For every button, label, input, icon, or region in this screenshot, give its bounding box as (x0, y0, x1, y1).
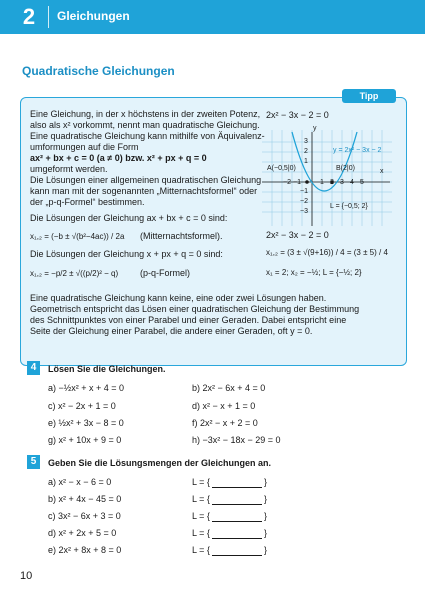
formula-2-name: (p-q-Formel) (140, 268, 191, 278)
tip-closing-line: Geometrisch entspricht das Lösen einer quadratischen Gleichung der Bestimmung (30, 304, 360, 314)
example-equation: 2x² − 3x − 2 = 0 (266, 230, 329, 240)
answer-suffix: } (264, 545, 268, 555)
tip-intro-line: kann man mit der sogenannten „Mitternachtsformel“ oder (30, 186, 258, 196)
exercise-4-item: h) −3x² − 18x − 29 = 0 (192, 435, 281, 445)
answer-suffix: } (264, 477, 268, 487)
exercise-4-item: d) x² − x + 1 = 0 (192, 401, 256, 411)
answer-prefix: L = { (192, 494, 210, 504)
graph-x-tick: 3 (340, 179, 344, 186)
graph-y-axis-label: y (313, 125, 317, 132)
section-title: Quadratische Gleichungen (22, 64, 175, 78)
exercise-5-item: b) x² + 4x − 45 = 0 (48, 494, 122, 504)
chapter-header (0, 0, 425, 34)
graph-y-tick: 1 (304, 158, 308, 165)
tip-intro-line: Eine Gleichung, in der x höchstens in der zweiten Potenz, (30, 109, 261, 119)
graph-y-tick: −3 (300, 208, 308, 215)
answer-suffix: } (264, 511, 268, 521)
answer-field[interactable] (212, 510, 262, 522)
exercise-4-item: g) x² + 10x + 9 = 0 (48, 435, 122, 445)
tip-intro-line: der „p-q-Formel“ bestimmen. (30, 197, 145, 207)
exercise-5-number: 5 (27, 455, 40, 469)
graph-y-tick: −1 (300, 188, 308, 195)
answer-prefix: L = { (192, 545, 210, 555)
graph-y-tick: 3 (304, 138, 308, 145)
exercise-5-title: Geben Sie die Lösungsmengen der Gleichungen an. (48, 458, 272, 468)
answer-field[interactable] (212, 476, 262, 488)
header-divider (48, 6, 49, 28)
graph-curve-label: y = 2x² − 3x − 2 (333, 147, 382, 154)
graph-solution-label: L = {−0,5; 2} (330, 203, 368, 210)
chapter-title: Gleichungen (57, 9, 130, 23)
formula-2: x₁,₂ = −p/2 ± √((p/2)² − q) (30, 269, 119, 278)
tip-intro-line: also als x² vorkommt, nennt man quadratische Gleichung. (30, 120, 260, 130)
graph-y-tick: 2 (304, 148, 308, 155)
tip-intro-line: Die Lösungen einer allgemeinen quadratischen Gleichung (30, 175, 262, 185)
exercise-4-item: b) 2x² − 6x + 4 = 0 (192, 383, 266, 393)
solutions-line-1: Die Lösungen der Gleichung ax + bx + c = 0 sind: (30, 213, 228, 223)
graph-x-tick: 1 (320, 179, 324, 186)
exercise-5-item: e) 2x² + 8x + 8 = 0 (48, 545, 122, 555)
tip-closing-line: Seite der Gleichung einer Parabel, die andere einer Geraden, oft y = 0. (30, 326, 313, 336)
tip-intro-line: umgeformt werden. (30, 164, 108, 174)
graph-x-tick: 5 (360, 179, 364, 186)
graph-title: 2x² − 3x − 2 = 0 (266, 110, 329, 120)
graph-point-a: A(−0,5|0) (267, 165, 296, 172)
graph-x-tick: −2 (283, 179, 291, 186)
example-result: x₁ = 2; x₂ = −½; L = {−½; 2} (266, 268, 362, 277)
exercise-4-item: f) 2x² − x + 2 = 0 (192, 418, 258, 428)
graph-x-axis-label: x (380, 168, 384, 175)
exercise-4-item: e) ½x² + 3x − 8 = 0 (48, 418, 124, 428)
answer-field[interactable] (212, 544, 262, 556)
answer-field[interactable] (212, 493, 262, 505)
page-number: 10 (20, 570, 33, 582)
exercise-4-title: Lösen Sie die Gleichungen. (48, 364, 166, 374)
exercise-4-item: c) x² − 2x + 1 = 0 (48, 401, 116, 411)
tip-intro-line: umformungen auf die Form (30, 142, 139, 152)
tip-label: Tipp (342, 89, 396, 103)
solutions-line-2: Die Lösungen der Gleichung x + px + q = 0 sind: (30, 249, 223, 259)
exercise-4-item: a) −½x² + x + 4 = 0 (48, 383, 125, 393)
answer-prefix: L = { (192, 511, 210, 521)
exercise-5-item: a) x² − x − 6 = 0 (48, 477, 112, 487)
example-formula: x₁,₂ = (3 ± √(9+16)) / 4 = (3 ± 5) / 4 (266, 248, 388, 257)
tip-intro-line: Eine quadratische Gleichung kann mithilfe von Äquivalenz- (30, 131, 265, 141)
graph-x-tick: 2 (330, 179, 334, 186)
exercise-4-number: 4 (27, 361, 40, 375)
tip-general-form: ax² + bx + c = 0 (a ≠ 0) bzw. x² + px + q = 0 (30, 153, 207, 163)
tip-closing-line: des Schnittpunktes von einer Parabel und einer Geraden. Dabei entspricht eine (30, 315, 347, 325)
graph-point-b: B(2|0) (336, 165, 355, 172)
graph-x-tick: 4 (350, 179, 354, 186)
graph-x-tick: −1 (293, 179, 301, 186)
exercise-5-item: c) 3x² − 6x + 3 = 0 (48, 511, 121, 521)
exercise-5-item: d) x² + 2x + 5 = 0 (48, 528, 117, 538)
tip-closing-line: Eine quadratische Gleichung kann keine, eine oder zwei Lösungen haben. (30, 293, 327, 303)
answer-suffix: } (264, 494, 268, 504)
answer-field[interactable] (212, 527, 262, 539)
formula-1: x₁,₂ = (−b ± √(b²−4ac)) / 2a (30, 232, 125, 241)
formula-1-name: (Mitternachtsformel). (140, 231, 223, 241)
answer-suffix: } (264, 528, 268, 538)
graph-y-tick: −2 (300, 198, 308, 205)
chapter-number: 2 (22, 4, 36, 29)
answer-prefix: L = { (192, 528, 210, 538)
answer-prefix: L = { (192, 477, 210, 487)
